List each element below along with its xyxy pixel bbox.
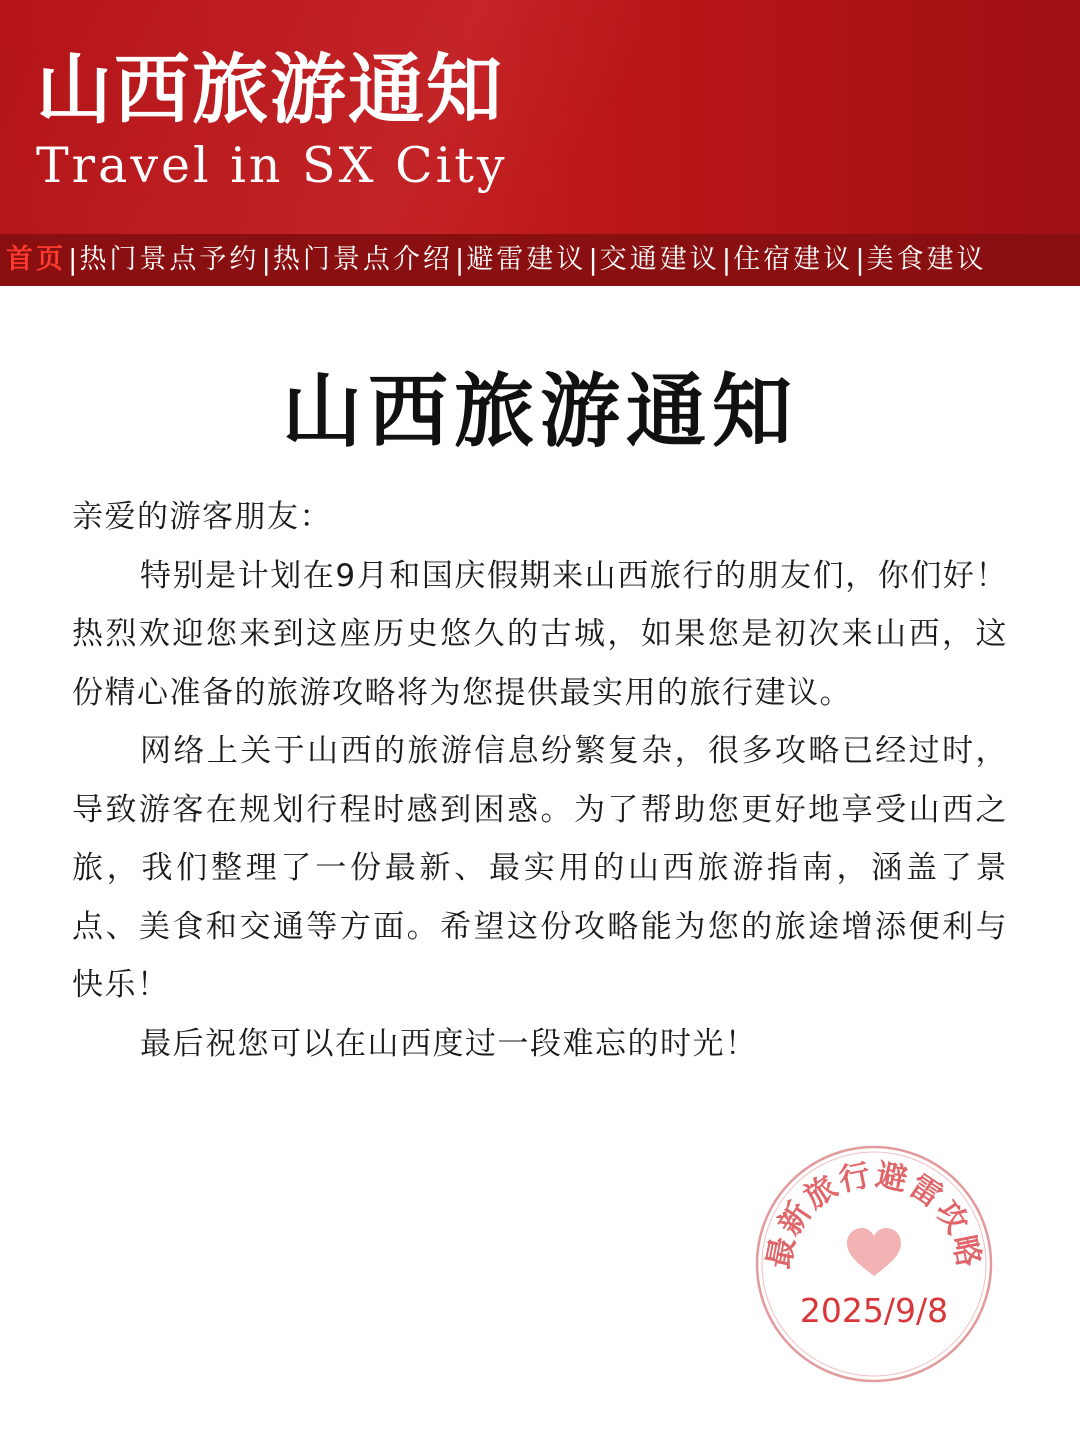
nav-separator: | [454,243,465,276]
stamp-seal [752,1142,996,1386]
nav-item-lodging-tips[interactable]: 住宿建议 [733,244,854,275]
nav-separator: | [855,243,865,276]
nav-separator: | [68,243,78,276]
greeting: 亲爱的游客朋友： [72,499,332,535]
nav-item-pitfall-tips[interactable]: 避雷建议 [466,244,587,275]
nav-item-transport-tips[interactable]: 交通建议 [599,244,720,275]
stamp-arc-text: 最新旅行避雷攻略 [760,1156,988,1272]
nav-separator: | [261,243,271,276]
header-banner [0,0,1080,286]
document-title: 山西旅游通知 [282,365,798,458]
banner-subtitle: Travel in SX City [36,137,508,194]
paragraph-guide: 网络上关于山西的旅游信息纷繁复杂，很多攻略已经过时，导致游客在规划行程时感到困惑。为了帮助您更好地享受山西之旅，我们整理了一份最新、最实用的山西旅游指南，涵盖了景点、美食和交通等方面。希望这份攻略能为您的旅途增添便利与快乐！ [72,733,1008,1003]
stamp-graphic [752,1142,996,1386]
nav-item-attraction-booking[interactable]: 热门景点予约 [79,244,260,275]
nav-bar [0,234,1080,286]
nav-item-attraction-intro[interactable]: 热门景点介绍 [272,244,453,275]
heart-icon [847,1228,901,1276]
nav-separator: | [588,243,598,276]
nav-separator: | [721,243,732,276]
nav-item-home[interactable]: 首页 [6,244,66,275]
document-body [72,488,1008,1073]
nav-item-food-tips[interactable]: 美食建议 [866,244,987,275]
stamp-date: 2025/9/8 [799,1291,949,1330]
banner-title: 山西旅游通知 [36,45,504,134]
paragraph-closing: 最后祝您可以在山西度过一段难忘的时光！ [140,1025,758,1062]
paragraph-welcome: 特别是计划在9月和国庆假期来山西旅行的朋友们，你们好！热烈欢迎您来到这座历史悠久的古城，如果您是初次来山西，这份精心准备的旅游攻略将为您提供最实用的旅行建议。 [72,557,1008,711]
